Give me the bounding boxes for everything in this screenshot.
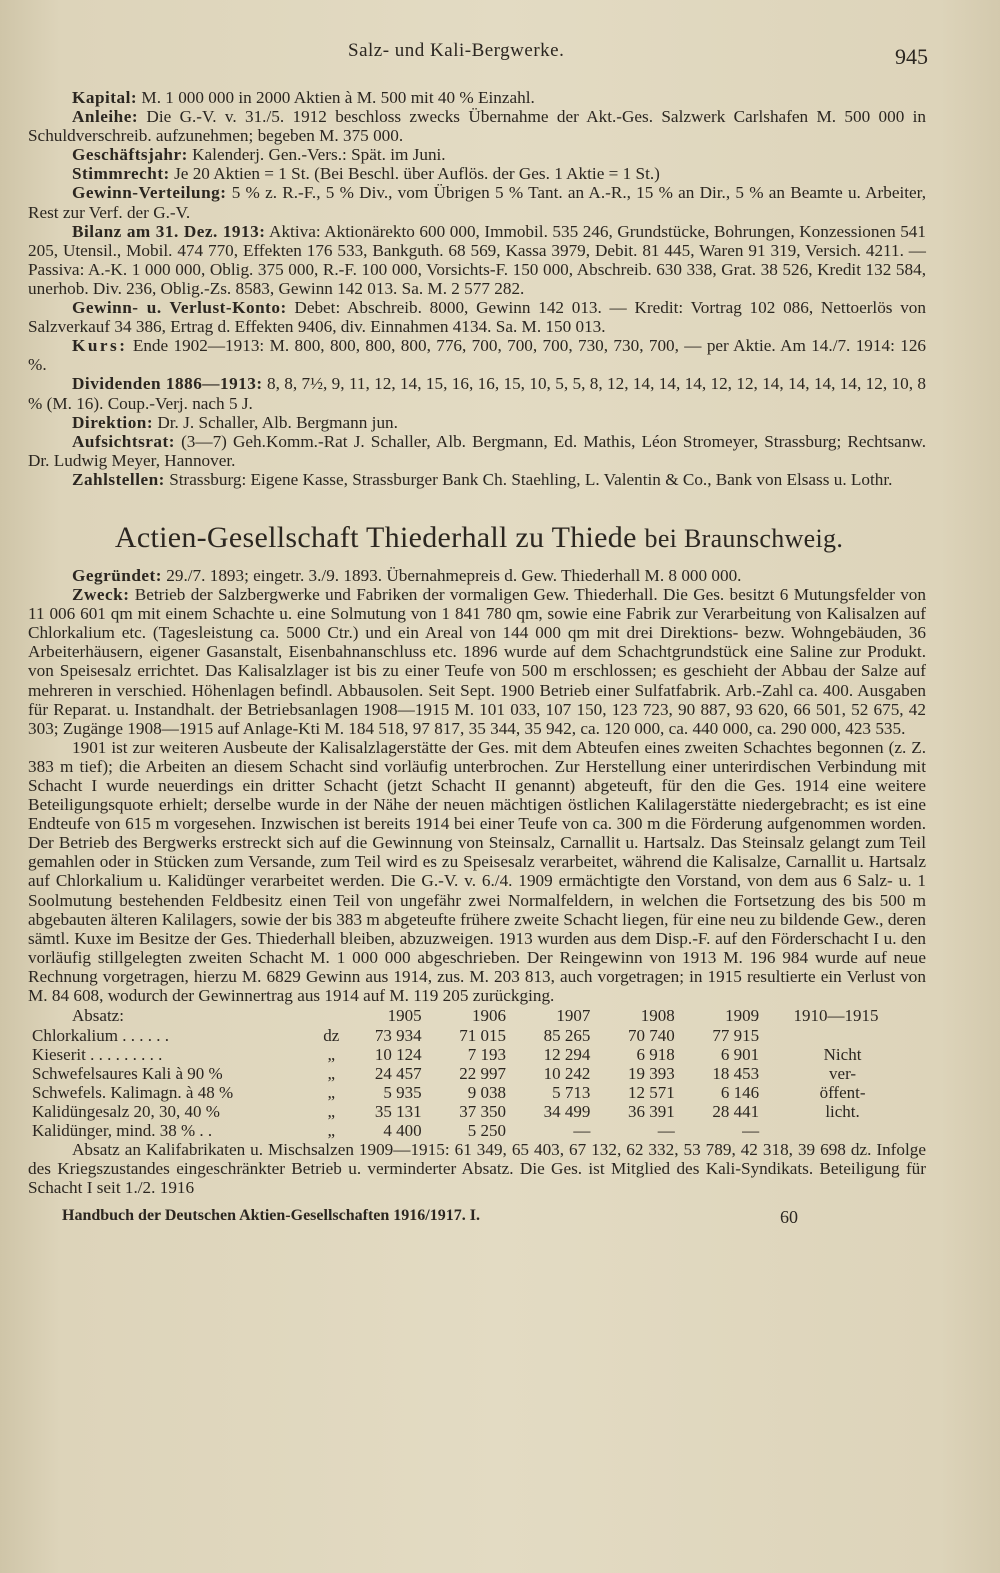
absatz-label: Absatz: [72,1006,124,1026]
running-title: Salz- und Kali-Bergwerke. [348,40,565,61]
paragraph-geschaeftsjahr: Geschäftsjahr: Kalenderj. Gen.-Vers.: Spät. im Juni. [72,145,446,165]
page-footer [28,1207,926,1231]
paragraph-aufsichtsrat: Aufsichtsrat: (3—7) Geh.Komm.-Rat J. Schaller, Alb. Bergmann, Ed. Mathis, Léon Stromeyer, Strassburg; Rechtsanw. Dr. Ludwig Meyer, Hannover. [28,431,927,470]
paragraph-gewinn-verlust: Gewinn- u. Verlust-Konto: Debet: Abschreib. 8000, Gewinn 142 013. — Kredit: Vortrag 102 086, Nettoerlös von Salzverkauf 34 386, Ertrag d. Effekten 9406, div. Einnahmen 4134. Sa. M. 150 013. [28,298,926,337]
paragraph-stimmrecht: Stimmrecht: Je 20 Aktien = 1 St. (Bei Beschl. über Auflös. der Ges. 1 Aktie = 1 St.) [72,164,660,184]
year-header: 1906 [472,1006,507,1026]
paragraph-kapital: Kapital: M. 1 000 000 in 2000 Aktien à M. 500 mit 40 % Einzahl. [72,88,535,107]
entry-salzwerk [28,88,926,489]
footer-title: Handbuch der Deutschen Aktien-Gesellschaften 1916/1917. I. [62,1207,480,1225]
page-number: 945 [895,44,928,69]
table-row: Chlorkalium . . . . . . dz 73 934 71 015 85 265 70 740 77 915 [32,1026,760,1046]
table-row: Schwefelsaures Kali à 90 % „ 24 457 22 997 10 242 19 393 18 453 ver- [32,1064,857,1084]
paragraph-kurs: Kurs: Ende 1902—1913: M. 800, 800, 800, 800, 776, 700, 700, 700, 730, 730, 700, — per Aktie. Am 14./7. 1914: 126 %. [28,336,927,375]
year-header: 1909 [725,1006,760,1026]
table-row: Schwefels. Kalimagn. à 48 % „ 5 935 9 038 5 713 12 571 6 146 öffent- [32,1083,866,1103]
year-header: 1908 [640,1006,675,1026]
table-row: Kalidüngesalz 20, 30, 40 % „ 35 131 37 350 34 499 36 391 28 441 licht. [32,1102,860,1122]
paragraph-bilanz: Bilanz am 31. Dez. 1913: Aktiva: Aktionärekto 600 000, Immobil. 535 246, Grundstücke, Bohrungen, Konzessionen 541 205, Utensil., Mobil. 474 770, Effekten 176 533, Bankguth. 68 569, Kassa 3979, Debit. 81 445, Waren 91 319, Versich. 4211. — Passiva: A.-K. 1 000 000, Oblig. 375 000, R.-F. 100 000, Vorsichts-F. 150 000, Abschreib. 630 338, Grat. 38 526, Kredit 132 584, unerhob. Div. 236, Oblig.-Zs. 8583, Gewinn 142 013. Sa. M. 2 577 282. [28,221,926,298]
paragraph-direktion: Direktion: Dr. J. Schaller, Alb. Bergmann jun. [72,412,398,432]
entry-thiederhall [28,566,926,1005]
paragraph-gegruendet: Gegründet: 29./7. 1893; eingetr. 3./9. 1893. Übernahmepreis d. Gew. Thiederhall M. 8 000 000. [72,565,742,585]
table-row: Kalidünger, mind. 38 % . . „ 4 400 5 250 — — — [32,1121,760,1141]
company-heading: Actien-Gesellschaft Thiederhall zu Thiede bei Braunschweig. [114,520,844,554]
absatz-header-row [32,1005,912,1026]
absatz-table [32,1005,912,1140]
paragraph-dividenden: Dividenden 1886—1913: 8, 8, 7½, 9, 11, 12, 14, 15, 16, 16, 15, 10, 5, 5, 8, 12, 14, 14, 14, 12, 12, 14, 14, 14, 14, 12, 10, 8 % (M. 16). Coup.-Verj. nach 5 J. [28,374,926,413]
page-header [28,38,926,88]
paragraph-zahlstellen: Zahlstellen: Strassburg: Eigene Kasse, Strassburger Bank Ch. Staehling, L. Valentin & Co., Bank von Elsass u. Lothr. [72,469,893,489]
paragraph-anleihe: Anleihe: Die G.-V. v. 31./5. 1912 beschloss zwecks Übernahme der Akt.-Ges. Salzwerk Carlshafen M. 500 000 in Schuldverschreib. aufzunehmen; begeben M. 375 000. [28,107,927,146]
paragraph-gewinn-verteilung: Gewinn-Verteilung: 5 % z. R.-F., 5 % Div., vom Übrigen 5 % Tant. an A.-R., 15 % an Dir., 5 % an Beamte u. Arbeiter, Rest zur Verf. der G.-V. [28,183,927,222]
year-header: 1905 [387,1006,422,1026]
table-row: Kieserit . . . . . . . . . „ 10 124 7 193 12 294 6 918 6 901 Nicht [32,1045,862,1065]
paragraph-absatz-summary: Absatz an Kalifabrikaten u. Mischsalzen 1909—1915: 61 349, 65 403, 67 132, 62 332, 53 789, 42 318, 39 698 dz. Infolge des Kriegszustandes eingeschränkter Betrieb u. verminderter Absatz. Die Ges. ist Mitglied des Kali-Syndikats. Beteiligung für Schacht I seit 1./2. 1916 [28,1140,926,1198]
paragraph-zweck: Zweck: Betrieb der Salzbergwerke und Fabriken der vormaligen Gew. Thiederhall. Die Ges. besitzt 6 Mutungsfelder von 11 006 601 qm mit einem Schachte u. eine Solmutung von 1 841 780 qm, sowie eine Fabrik zur Verarbeitung von Kalisalzen auf Chlorkalium etc. (Tagesleistung ca. 5000 Ctr.) und ein Areal von 144 000 qm mit drei Direktions- bezw. Wohngebäuden, 36 Arbeiterhäusern, eigener Gasanstalt, Eisenbahnanschluss etc. 1896 wurde auf dem Schachtgrundstück eine Saline zur Produkt. von Speisesalz errichtet. Das Kalisalzlager ist bis zu einer Teufe von 500 m erschlossen; es geschieht der Abbau der Salze auf mehreren in verschied. Höhenlagen befindl. Abbausolen. Seit Sept. 1900 Betrieb einer Sulfatfabrik. Arb.-Zahl ca. 400. Ausgaben für Reparat. u. Instandhalt. der Betriebsanlagen 1908—1915 M. 101 033, 107 150, 123 723, 90 887, 93 620, 66 501, 52 675, 42 303; Zugänge 1908—1915 auf Anlage-Kti M. 184 518, 97 817, 35 344, 35 942, ca. 120 000, ca. 440 000, ca. 290 000, 423 535. [28,585,926,738]
paragraph-schacht-history: 1901 ist zur weiteren Ausbeute der Kalisalzlagerstätte der Ges. mit dem Abteufen eines zweiten Schachtes begonnen (z. Z. 383 m tief); die Arbeiten an diesem Schacht sind vorläufig unterbrochen. Zur Herstellung einer unterirdischen Verbindung mit Schacht I wurde neuerdings ein dritter Schacht (jetzt Schacht II genannt) abgeteuft, für den die Ges. 1914 eine weitere Beteiligungsquote erhielt; derselbe wurde in der Nähe der neuen mächtigen östlichen Kalilagerstätte niedergebracht; es ist eine Endteufe von 615 m vorgesehen. Inzwischen ist bereits 1914 bei einer Teufe von ca. 300 m die Förderung aufgenommen worden. Der Betrieb des Bergwerks erstreckt sich auf die Gewinnung von Steinsalz, Carnallit u. Hartsalz. Das Steinsalz gelangt zum Teil gemahlen oder in Stücken zum Versande, zum Teil wird es zu Speisesalz verarbeitet, während die Kalisalze, Carnallit u. Hartsalz auf Chlorkalium u. Kalidünger verarbeitet werden. Die G.-V. v. 6./4. 1909 ermächtigte den Vorstand, von dem aus 6 Salz- u. 1 Soolmutung bestehenden Feldbesitz einen Teil von ungefähr zwei Normalfeldern, in welchen die Fortsetzung des bis 500 m abgebauten älteren Kalilagers, sowie der bis 383 m abgeteufte frühere zweite Schacht liegen, für eine neu zu bildende Gew., deren sämtl. Kuxe im Besitze der Ges. Thiederhall bleiben, abzuzweigen. 1913 wurden aus dem Disp.-F. auf den Förderschacht I u. den vorläufig stillgelegten zweiten Schacht M. 1 000 000 abgeschrieben. Der Reingewinn von 1913 M. 196 984 wurde auf neue Rechnung vorgetragen, hierzu M. 6829 Gewinn aus 1914, zus. M. 203 813, auch vorgetragen; in 1915 resultierte ein Verlust von M. 84 608, wodurch der Gewinnertrag aus 1914 auf M. 119 205 zurückging. [28,737,926,1006]
year-header: 1907 [556,1006,591,1026]
year-header: 1910—1915 [793,1006,879,1026]
footer-sheet-number: 60 [780,1207,798,1228]
